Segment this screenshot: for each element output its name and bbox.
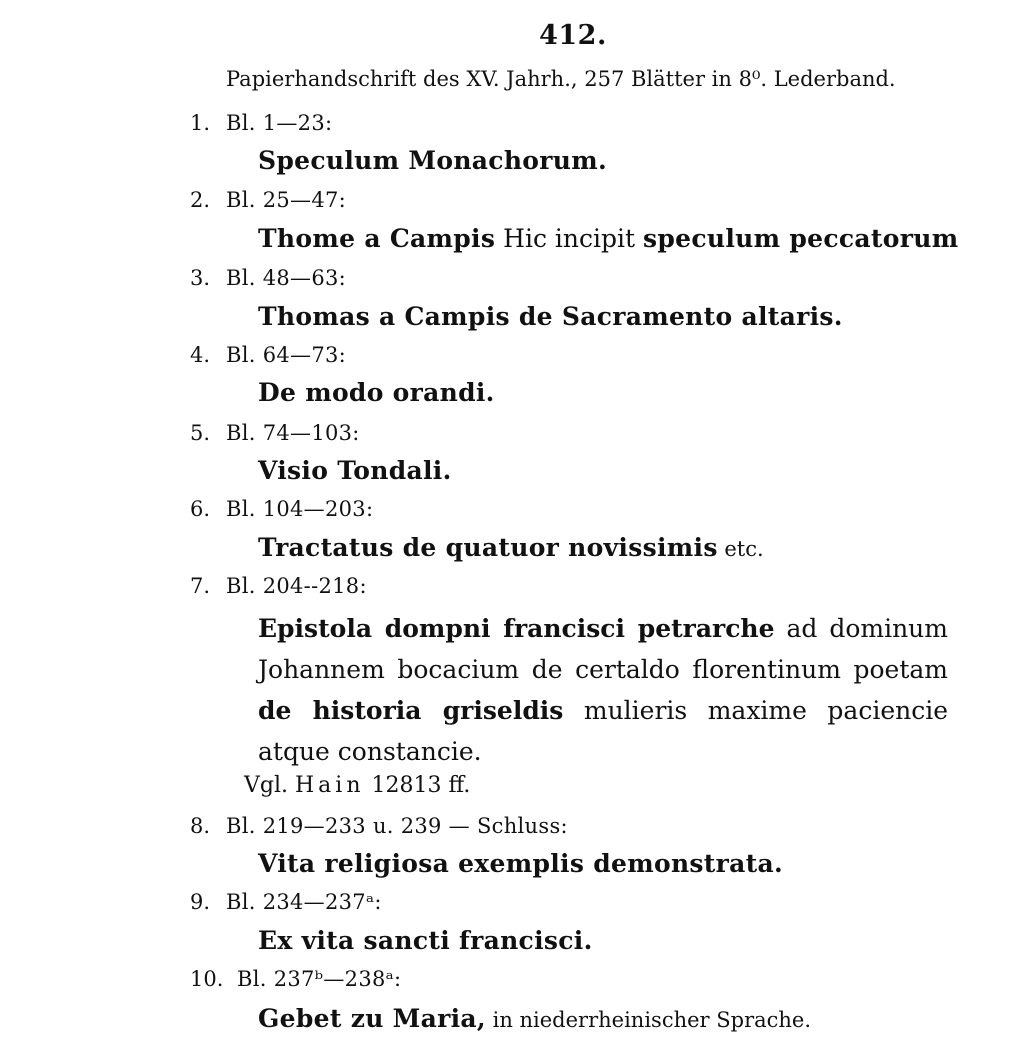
entry-3-heading: [190, 266, 346, 290]
paragraph-line-3: [258, 690, 948, 731]
entry-title-suffix: in niederrheinischer Sprache.: [485, 1008, 812, 1032]
entry-number: 6.: [190, 497, 211, 521]
entry-9-heading: [190, 890, 382, 914]
entry-number: 1.: [190, 111, 211, 135]
entry-8-title: [258, 849, 783, 879]
entry-title-suffix: etc.: [717, 537, 764, 561]
entry-range: Bl. 1—23:: [226, 111, 333, 135]
entry-1-heading: [190, 111, 332, 135]
entry-title-bold: Thomas a Campis de Sacramento altaris.: [258, 302, 843, 331]
entry-5-heading: [190, 421, 360, 445]
entry-title-plain: Hic incipit: [495, 224, 644, 253]
entry-1-title: [258, 146, 607, 176]
paragraph-line-4: atque constancie.: [258, 737, 482, 766]
entry-range: Bl. 25—47:: [226, 188, 347, 212]
entry-title-bold: Speculum Monachorum.: [258, 146, 607, 175]
entry-6-heading: [190, 497, 373, 521]
paragraph-line-2: Johannem bocacium de certaldo florentinum poetam: [258, 655, 948, 684]
entry-title-bold: Tractatus de quatuor novissimis: [258, 533, 718, 562]
reference-name: Hain: [295, 773, 365, 798]
entry-2-title: [258, 224, 958, 254]
entry-number: 8.: [190, 814, 211, 838]
reference-suffix: 12813 ff.: [364, 773, 471, 798]
paragraph-line-1: [258, 608, 948, 649]
entry-title-bold: De modo orandi.: [258, 378, 495, 407]
paragraph-bold: de historia griseldis: [258, 696, 564, 725]
entry-10-title: [258, 1004, 811, 1035]
entry-range: Bl. 64—73:: [226, 343, 347, 367]
entry-5-title: [258, 456, 452, 486]
reference-prefix: Vgl.: [244, 773, 295, 798]
entry-number: 7.: [190, 574, 211, 598]
entry-number: 9.: [190, 890, 211, 914]
entry-8-heading: [190, 814, 568, 838]
paragraph-bold: Epistola dompni francisci petrarche: [258, 614, 775, 643]
entry-2-heading: [190, 188, 346, 212]
entry-title-bold: Ex vita sancti francisci.: [258, 926, 593, 955]
entry-range: Bl. 104—203:: [226, 497, 374, 521]
page-number: 412.: [539, 20, 607, 51]
entry-range: Bl. 237ᵇ—238ᵃ:: [237, 967, 402, 991]
entry-number: 2.: [190, 188, 211, 212]
entry-range: Bl. 234—237ᵃ:: [226, 890, 382, 914]
entry-number: 5.: [190, 421, 211, 445]
entry-7-heading: [190, 574, 367, 598]
entry-range: Bl. 219—233 u. 239 — Schluss:: [226, 814, 568, 838]
entry-title-bold: Vita religiosa exemplis demonstrata.: [258, 849, 783, 878]
entry-title-bold-2: speculum peccatorum: [643, 224, 959, 253]
entry-3-title: [258, 302, 843, 332]
entry-title-bold: Gebet zu Maria,: [258, 1004, 486, 1033]
manuscript-description: Papierhandschrift des XV. Jahrh., 257 Blätter in 8⁰. Lederband.: [226, 67, 896, 91]
entry-range: Bl. 204--218:: [226, 574, 367, 598]
entry-4-title: [258, 378, 495, 408]
entry-number: 4.: [190, 343, 211, 367]
entry-10-heading: [190, 967, 401, 991]
entry-range: Bl. 74—103:: [226, 421, 360, 445]
entry-range: Bl. 48—63:: [226, 266, 347, 290]
paragraph-plain: mulieris maxime paciencie: [563, 696, 949, 725]
entry-number: 3.: [190, 266, 211, 290]
entry-number: 10.: [190, 967, 224, 991]
paragraph-plain: ad dominum: [774, 614, 948, 643]
entry-title-bold: Thome a Campis: [258, 224, 496, 253]
entry-9-title: [258, 926, 593, 956]
entry-7-paragraph: [258, 608, 948, 772]
entry-title-bold: Visio Tondali.: [258, 456, 452, 485]
entry-6-title: [258, 533, 764, 564]
entry-4-heading: [190, 343, 346, 367]
reference-note: [244, 773, 470, 798]
